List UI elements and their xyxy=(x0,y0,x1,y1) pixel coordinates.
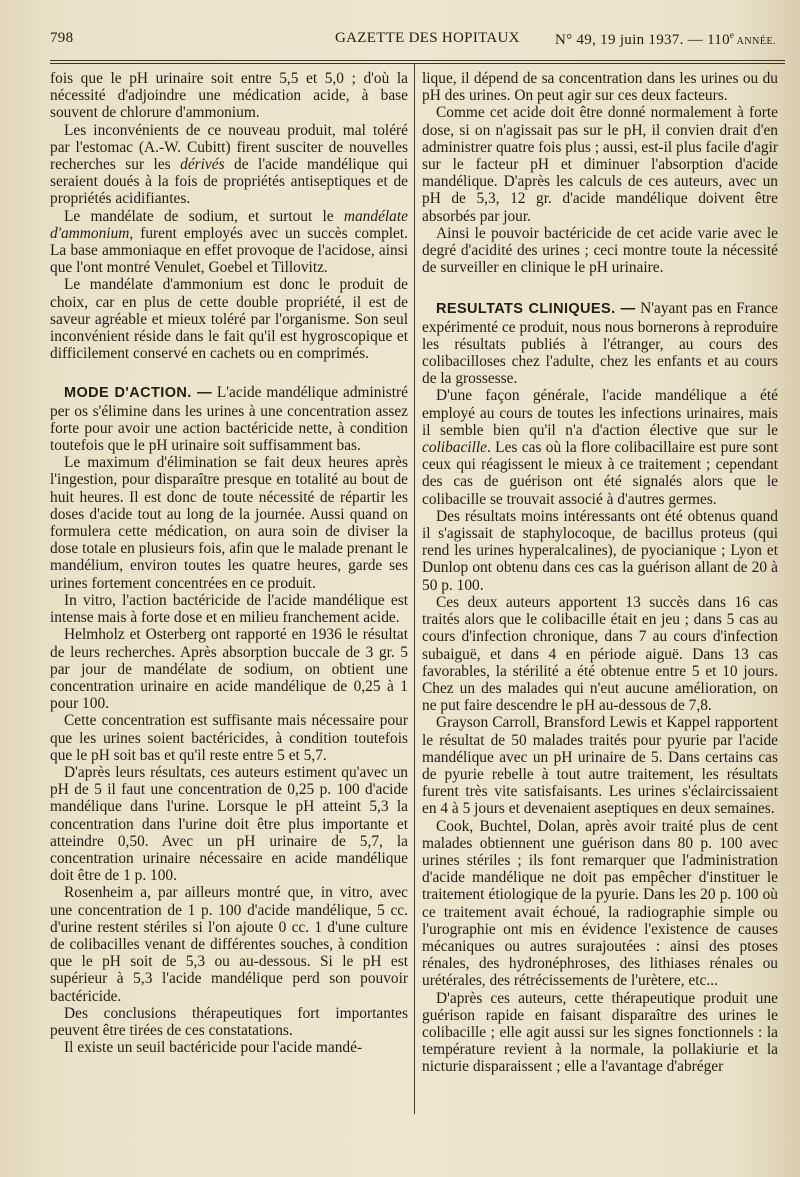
right-column xyxy=(422,70,778,1076)
paragraph: Des conclusions thérapeutiques fort importantes peuvent être tirées de ces constatations. xyxy=(50,1004,408,1039)
paragraph: Des résultats moins intéressants ont été obtenus quand il s'agissait de staphylocoque, de bacillus proteus (qui rend les urines hyperalcalines), de pyocianique ; Lyon et Dunlop ont obtenu dans ces cas la guérison allant de 20 à 50 p. 100. xyxy=(422,507,778,594)
paragraph: Le mandélate de sodium, et surtout le mandélate d'ammonium, furent employés avec un succès complet. La base ammoniaque en effet provoque de l'acidose, ainsi que l'ont montré Venulet, Goebel et Tillovitz. xyxy=(50,207,408,277)
section-mode-action: MODE D'ACTION. — L'acide mandélique administré per os s'élimine dans les urines à une concentration assez forte pour avoir une action bactéricide nette, à condition toutefois que le pH urinaire soit suffisamment bas. xyxy=(50,384,408,455)
section-resultats-cliniques: RESULTATS CLINIQUES. — N'ayant pas en France expérimenté ce produit, nous nous bornerons à reproduire les résultats publiés à l'étranger, au cours des colibacilloses chez l'adulte, chez les enfants et au cours de la grossesse. xyxy=(422,300,778,388)
paragraph: lique, il dépend de sa concentration dans les urines ou du pH des urines. On peut agir sur ces deux facteurs. xyxy=(422,70,778,105)
header-rule xyxy=(50,60,785,64)
paragraph: Comme cet acide doit être donné normalement à forte dose, si on n'agissait pas sur le pH, il convien drait d'en administrer quatre fois plus ; aussi, est-il plus facile d'agir sur le facteur pH et diminuer l'absorption d'acide mandélique. D'après les calculs de ces auteurs, avec un pH de 5,3, 12 gr. d'acide mandélique doivent être absorbés par jour. xyxy=(422,104,778,225)
page-number: 798 xyxy=(50,30,74,46)
paragraph: Ainsi le pouvoir bactéricide de cet acide varie avec le degré d'acidité des urines ; ceci montre toute la nécessité de surveiller en clinique le pH urinaire. xyxy=(422,224,778,277)
edition-superscript: e xyxy=(729,30,735,40)
paragraph: Il existe un seuil bactéricide pour l'acide mandé- xyxy=(64,1039,363,1057)
paragraph: Grayson Carroll, Bransford Lewis et Kappel rapportent le résultat de 50 malades traités pour pyurie par l'acide mandélique avec un pH urinaire de 5. Dans certains cas de pyurie rebelle à tout autre traitement, les résultats furent très vite satisfaisants. Les urines s'éclaircissaient en 4 à 5 jours et devenaient aseptiques en deux semaines. xyxy=(422,714,778,818)
paragraph: Le mandélate d'ammonium est donc le produit de choix, car en plus de cette double propriété, il est de saveur agréable et mieux toléré par l'organisme. Son seul inconvénient réside dans le fait qu'il est hygroscopique et difficilement conservé en cachets ou en comprimés. xyxy=(50,276,408,363)
section-heading: RESULTATS CLINIQUES. — xyxy=(436,301,636,318)
paragraph: D'après ces auteurs, cette thérapeutique produit une guérison rapide en faisant disparaître des urines le colibacille ; elle agit aussi sur les signes fonctionnels : la température revient à la normale, la pollakiurie et la nicturie disparaissent ; elle a l'avantage d'abréger xyxy=(422,989,778,1076)
paragraph: Helmholz et Osterberg ont rapporté en 1936 le résultat de leurs recherches. Après absorption buccale de 3 gr. 5 par jour de mandélate de sodium, on obtient une concentration urinaire en acide mandélique de 0,25 à 1 pour 100. xyxy=(50,626,408,713)
paragraph: D'après leurs résultats, ces auteurs estiment qu'avec un pH de 5 il faut une concentration de 0,25 p. 100 d'acide mandélique dans l'urine. Lorsque le pH atteint 5,3 la concentration dans l'urine doit être plus importante et atteindre 0,50. Avec un pH urinaire de 5,7, la concentration urinaire nécessaire en acide mandélique doit être de 1 p. 100. xyxy=(50,763,408,885)
paragraph: Le maximum d'élimination se fait deux heures après l'ingestion, pour disparaître presque en totalité au bout de huit heures. Il est donc de toute nécessité de répartir les doses d'acide tout au long de la journée. Aussi quand on formulera cette médication, on aura soin de diviser la dose totale en plusieurs fois, afin que le malade prenant le mandélium, environ toutes les quatre heures, garde ses urines fortement concentrées en ce produit. xyxy=(50,454,408,592)
journal-title: GAZETTE DES HOPITAUX xyxy=(335,30,520,46)
page-header xyxy=(50,30,785,52)
paragraph: Rosenheim a, par ailleurs montré que, in vitro, avec une concentration de 1 p. 100 d'acide mandélique, 5 cc. d'urine restent stériles si l'on ajoute 0 cc. 1 d'une culture de colibacilles venant de différentes souches, à condition que le pH soit de 5,3 ou au-dessous. Si le pH est supérieur à 5,3 l'acide mandélique perd son pouvoir bactéricide. xyxy=(50,884,408,1005)
paragraph: Les inconvénients de ce nouveau produit, mal toléré par l'estomac (A.-W. Cubitt) firent susciter de nouvelles recherches sur les dérivés de l'acide mandélique qui seraient doués à la fois de propriétés antiseptiques et de propriétés acidifiantes. xyxy=(50,121,408,208)
paragraph: Cette concentration est suffisante mais nécessaire pour que les urines soient bactéricides, à condition toutefois que le pH soit bas et qu'il reste entre 5 et 5,7. xyxy=(50,712,408,764)
column-divider xyxy=(414,64,415,1114)
paragraph: Cook, Buchtel, Dolan, après avoir traité plus de cent malades obtiennent une guérison dans 80 p. 100 avec urines stériles ; ils font remarquer que l'administration d'acide mandélique ne doit pas empêcher d'instituer le traitement étiologique de la pyurie. Dans les 20 p. 100 où ce traitement avait échoué, la radiographie simple ou l'urographie ont mis en évidence l'existence de causes mécaniques ou autres surajoutées : ainsi des ptoses rénales, des hydronéphroses, des lithiases rénales ou urétérales, des rétrécissements de l'urètere, etc... xyxy=(422,817,778,990)
left-column xyxy=(50,70,408,1056)
annee-label: ANNÉE. xyxy=(734,36,777,47)
paragraph: D'une façon générale, l'acide mandélique a été employé au cours de toutes les infections urinaires, mais il semble bien qu'il n'a d'action élective que sur le colibacille. Les cas où la flore colibacillaire est pure sont ceux qui réagissent le mieux à ce traitement ; cependant des cas de guérison ont été signalés alors que le colibacille se trouvait associé à d'autres germes. xyxy=(422,387,778,508)
issue-info xyxy=(555,30,776,49)
paragraph: fois que le pH urinaire soit entre 5,5 et 5,0 ; d'où la nécessité d'adjoindre une médication acide, à base souvent de chlorure d'ammonium. xyxy=(50,70,408,122)
paragraph: Ces deux auteurs apportent 13 succès dans 16 cas traités alors que le colibacille était en jeu ; dans 5 cas au cours d'infection chronique, dans 7 au cours d'infection subaiguë, et dans 4 en période aiguë. Dans 13 cas favorables, la stérilité a été obtenue entre 5 et 10 jours. Chez un des malades qui n'eut aucune amélioration, on ne put faire descendre le pH au-dessous de 7,8. xyxy=(422,593,778,715)
paragraph: In vitro, l'action bactéricide de l'acide mandélique est intense mais à forte dose et en milieu franchement acide. xyxy=(50,591,408,627)
issue-date: N° 49, 19 juin 1937. — 110 xyxy=(555,32,730,48)
section-heading: MODE D'ACTION. — xyxy=(64,385,213,402)
